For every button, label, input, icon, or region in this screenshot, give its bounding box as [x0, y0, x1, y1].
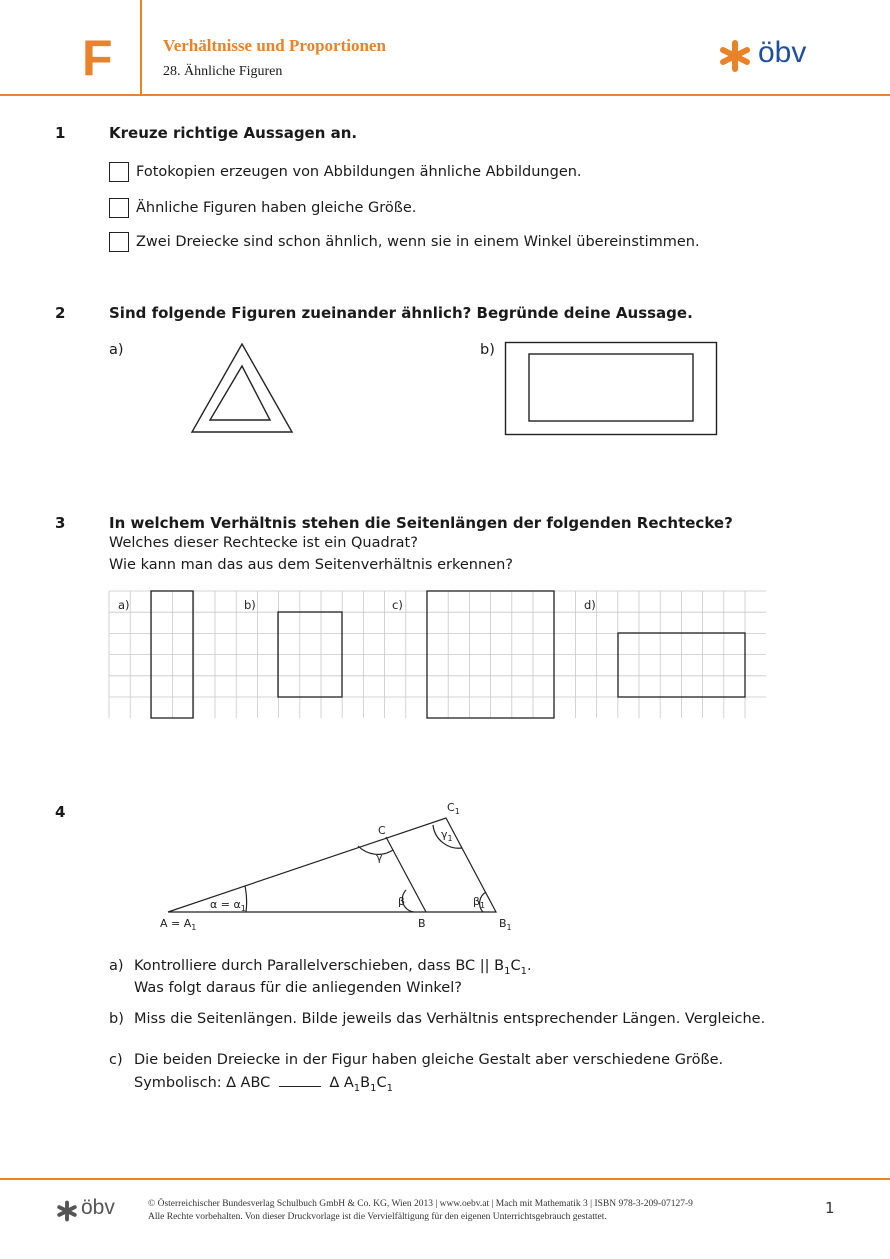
copyright-line: © Österreichischer Bundesverlag Schulbuch GmbH & Co. KG, Wien 2013 | www.oebv.at | Mach mit Mathematik 3 | ISBN 978-3-209-07127-9 [148, 1199, 693, 1209]
grid-label: b) [244, 598, 256, 612]
vertex-label-C: C [378, 824, 386, 837]
subtask-c-line1: Die beiden Dreiecke in der Figur haben gleiche Gestalt aber verschiedene Größe. [134, 1052, 724, 1068]
footer-divider [0, 1178, 890, 1180]
vertex-label-A: $A = A_1$ [160, 917, 197, 932]
vertex-label-B: B [418, 917, 426, 930]
subtask-c-line2: Symbolisch: ∆ ABC ∆ $A_1B_1C_1$ [134, 1075, 393, 1094]
page-number: 1 [825, 1199, 835, 1217]
angle-label-gamma1: $\gamma_1$ [441, 828, 453, 843]
checkbox[interactable] [109, 198, 129, 218]
page-title: Verhältnisse und Proportionen [163, 36, 386, 55]
rights-line: Alle Rechte vorbehalten. Von dieser Druckvorlage ist die Vervielfältigung für den eigenen Unterrichtsgebrauch gestattet. [148, 1212, 607, 1222]
header-divider [0, 94, 890, 96]
logo-text: öbv [758, 36, 807, 69]
task-heading: Kreuze richtige Aussagen an. [109, 124, 358, 142]
subtask-label: b) [480, 342, 495, 358]
grid-label: a) [118, 598, 130, 612]
header-divider-vertical [140, 0, 142, 95]
statement-text: Ähnliche Figuren haben gleiche Größe. [136, 200, 417, 216]
angle-label-alpha: $\alpha = \alpha_1$ [210, 898, 246, 913]
checkbox[interactable] [109, 162, 129, 182]
vertex-label-B1: $B_1$ [499, 917, 512, 932]
angle-label-gamma: γ [376, 851, 383, 864]
similar-triangles-figure [150, 795, 530, 935]
statement-text: Fotokopien erzeugen von Abbildungen ähnliche Abbildungen. [136, 164, 582, 180]
subtask-label: a) [109, 342, 124, 358]
answer-blank[interactable] [279, 1074, 321, 1087]
task-number: 1 [55, 124, 66, 142]
task-number: 3 [55, 514, 66, 532]
subtask-b-text: Miss die Seitenlängen. Bilde jeweils das Verhältnis entsprechender Längen. Vergleiche. [134, 1011, 766, 1027]
subtask-label: b) [109, 1011, 124, 1027]
task-text: Wie kann man das aus dem Seitenverhältnis erkennen? [109, 557, 513, 573]
star-icon [56, 1200, 78, 1222]
star-icon [718, 39, 752, 73]
logo-text: öbv [81, 1196, 115, 1219]
nested-triangles-figure [188, 338, 298, 438]
subtask-a-line2: Was folgt daraus für die anliegenden Winkel? [134, 980, 462, 996]
statement-text: Zwei Dreiecke sind schon ähnlich, wenn sie in einem Winkel übereinstimmen. [136, 234, 700, 250]
nested-rectangles-figure [504, 341, 720, 437]
task-heading: In welchem Verhältnis stehen die Seitenlängen der folgenden Rechtecke? [109, 514, 733, 532]
publisher-logo [718, 38, 828, 74]
subtask-label: c) [109, 1052, 123, 1068]
vertex-label-C1: $C_1$ [447, 801, 460, 816]
chapter-letter: F [82, 30, 113, 86]
grid-label: c) [392, 598, 403, 612]
task-number: 2 [55, 304, 66, 322]
page-subtitle: 28. Ähnliche Figuren [163, 64, 283, 79]
square-grid [108, 590, 768, 720]
task-heading: Sind folgende Figuren zueinander ähnlich? Begründe deine Aussage. [109, 304, 693, 322]
footer-logo [56, 1198, 136, 1224]
subtask-a-line1: Kontrolliere durch Parallelverschieben, dass BC || $B_1C_1$. [134, 958, 532, 977]
task-number: 4 [55, 803, 66, 821]
angle-label-beta1: $\beta_1$ [473, 895, 486, 910]
task-text: Welches dieser Rechtecke ist ein Quadrat? [109, 535, 418, 551]
subtask-label: a) [109, 958, 124, 974]
grid-label: d) [584, 598, 596, 612]
checkbox[interactable] [109, 232, 129, 252]
angle-label-beta: β [398, 895, 406, 908]
